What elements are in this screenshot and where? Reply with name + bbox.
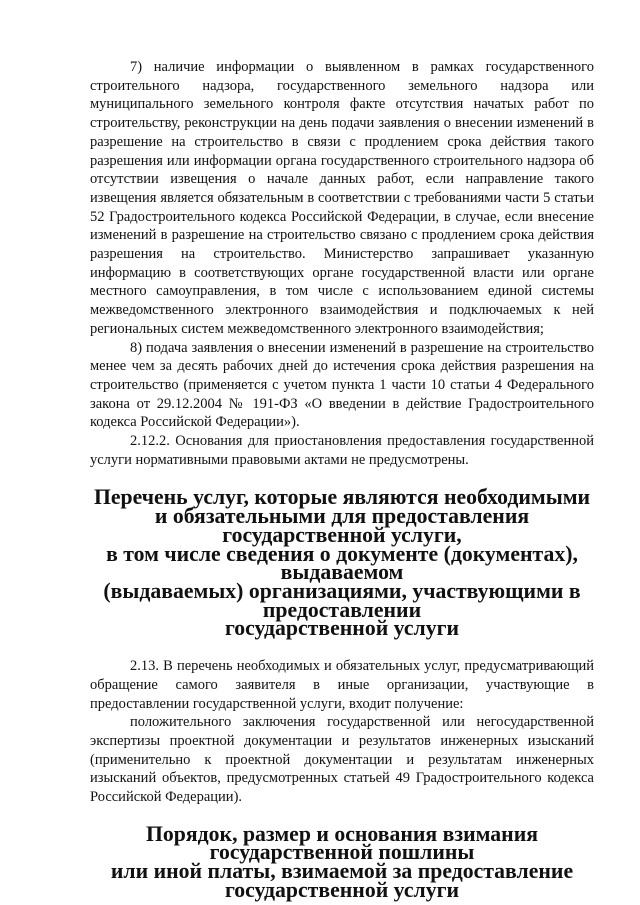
paragraph-2-13: 2.13. В перечень необходимых и обязательных услуг, предусматривающий обращение самого заявителя в иные организации, участвующие в предоставлении государственной услуги, входит получение: — [90, 658, 594, 712]
document-page — [90, 58, 594, 900]
heading-line: в том числе сведения о документе (документах), выдаваемом — [106, 541, 578, 585]
heading-line: Порядок, размер и основания взимания государственной пошлины — [146, 821, 538, 865]
section-heading-required-services — [90, 485, 594, 641]
heading-line: и обязательными для предоставления государственной услуги, — [154, 504, 530, 547]
heading-line: или иной платы, взимаемой за предоставление — [110, 859, 574, 884]
paragraph-item-8: 8) подача заявления о внесении изменений в разрешение на строительство менее чем за десять рабочих дней до истечения срока действия разрешения на строительство (применяется с учетом пункта 1 части 10 статьи 4 Федерального закона от 29.12.2004 № 191-ФЗ «О введении в действие Градостроительного кодекса Российской Федерации»). — [90, 339, 594, 431]
heading-line: (выдаваемых) организациями, участвующими в предоставлении — [103, 578, 581, 622]
heading-line: Перечень услуг, которые являются необходимыми — [93, 485, 591, 510]
heading-line: государственной услуги — [224, 877, 460, 902]
section-heading-state-fee — [90, 821, 594, 902]
heading-line: государственной услуги — [224, 616, 460, 641]
paragraph-2-12-2: 2.12.2. Основания для приостановления предоставления государственной услуги нормативными правовыми актами не предусмотрены. — [90, 433, 594, 468]
paragraph-expertise: положительного заключения государственной или негосударственной экспертизы проектной документации и результатов инженерных изысканий (применительно к проектной документации и результатам инженерных изысканий объектов, предусмотренных статьей 49 Градостроительного кодекса Российской Федерации). — [90, 714, 594, 806]
paragraph-item-7: 7) наличие информации о выявленном в рамках государственного строительного надзора, государственного земельного надзора или муниципального земельного контроля факте отсутствия начатых работ по строительству, реконструкции на день подачи заявления о внесении изменений в разрешение на строительство в связи с продлением срока действия такого разрешения или информации органа государственного строительного надзора об отсутствии извещения о начале данных работ, если направление такого извещения является обязательным в соответствии с требованиями части 5 статьи 52 Градостроительного кодекса Российской Федерации, в случае, если внесение изменений в разрешение на строительство связано с продлением срока действия разрешения на строительство. Министерство запрашивает указанную информацию в соответствующих органе государственной власти или органе местного самоуправления, в том числе с использованием единой системы межведомственного электронного взаимодействия и подключаемых к ней региональных систем межведомственного электронного взаимодействия; — [90, 59, 594, 337]
spacer — [90, 638, 594, 657]
